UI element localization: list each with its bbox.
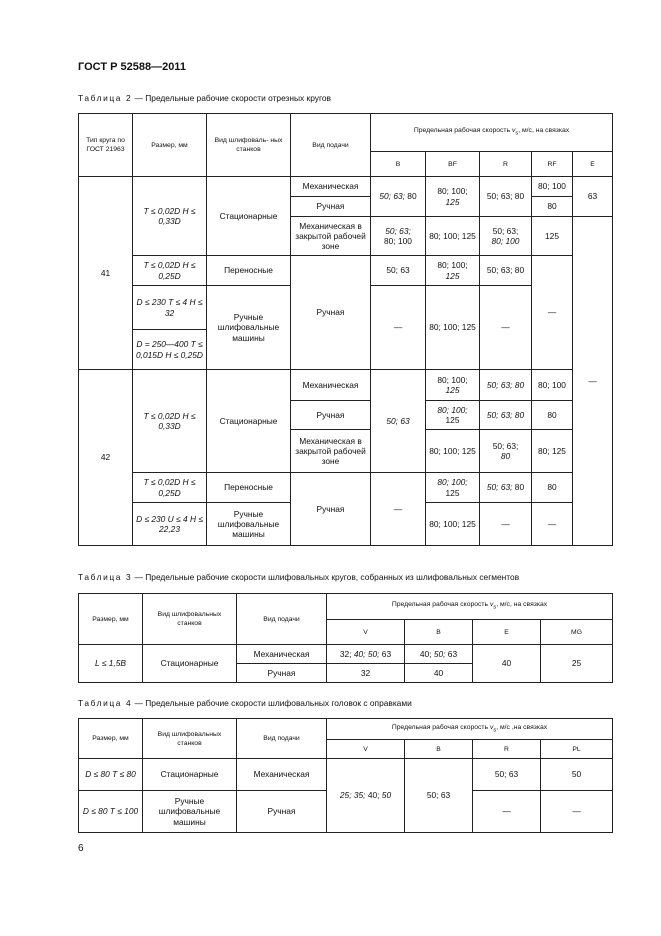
value-cell: 50; 63; 80 — [480, 370, 532, 401]
header-bond-pl: PL — [541, 740, 613, 759]
value-cell — [426, 370, 480, 401]
header-wheel-type: Тип круга по ГОСТ 21963 — [79, 114, 133, 177]
value-cell — [327, 759, 405, 833]
value-cell: 80; 100 — [532, 370, 573, 401]
value-cell — [426, 473, 480, 503]
type-42-cell: 42 — [79, 370, 133, 546]
value-part: 40; 50; — [353, 648, 380, 659]
value-cell: — — [480, 286, 532, 370]
table4-caption — [78, 698, 412, 708]
feed-cell: Механическая — [291, 370, 371, 401]
machine-cell: Стационарные — [143, 645, 237, 683]
header-speed-sub: s — [493, 727, 497, 734]
value-cell — [426, 177, 480, 217]
value-part: 50 — [381, 790, 392, 801]
feed-cell: Механическая в закрытой рабочей зоне — [291, 430, 371, 473]
value-cell — [480, 430, 532, 473]
header-max-speed — [371, 114, 613, 152]
header-bond-mg: MG — [541, 620, 613, 645]
size-cell: D ≤ 230 T ≤ 4 H ≤ 32 — [133, 286, 207, 330]
value-part: 80 — [404, 191, 417, 202]
size-cell: L ≤ 1,5B — [79, 645, 143, 683]
machine-cell: Стационарные — [207, 370, 291, 473]
value-cell — [371, 217, 426, 256]
header-speed-var: v — [511, 127, 516, 135]
header-machine-type: Вид шлифовальных станков — [143, 594, 237, 645]
table4-caption-text: — Предельные рабочие скорости шлифовальных головок с оправками — [132, 698, 412, 708]
value-cell — [405, 645, 473, 664]
header-speed-post: , м/с, на связках — [518, 127, 570, 135]
header-bond-b: B — [405, 740, 473, 759]
feed-cell: Ручная — [291, 256, 371, 370]
table3-caption — [78, 572, 519, 582]
header-speed-post: , м/с, на связках — [496, 601, 548, 609]
feed-cell: Ручная — [291, 401, 371, 430]
value-cell: 50; 63 — [405, 759, 473, 833]
value-part: 63 — [445, 648, 458, 659]
value-line: 80 — [500, 451, 511, 461]
size-cell: T ≤ 0,02D H ≤ 0,25D — [133, 256, 207, 286]
value-cell: — — [532, 503, 573, 546]
table2 — [78, 113, 613, 546]
document-header: ГОСТ Р 52588—2011 — [78, 61, 186, 73]
header-speed-var: v — [489, 723, 494, 731]
value-cell: 80; 100; 125 — [426, 503, 480, 546]
value-cell: 80; 100; 125 — [426, 430, 480, 473]
size-cell: T ≤ 0,02D H ≤ 0,33D — [133, 370, 207, 473]
value-cell: 40 — [473, 645, 541, 683]
value-cell: 125 — [532, 217, 573, 256]
table2-caption — [78, 93, 331, 103]
size-cell: D ≤ 80 T ≤ 80 — [79, 759, 143, 791]
value-cell: 50; 63; 80 — [480, 177, 532, 217]
machine-cell: Стационарные — [143, 759, 237, 791]
header-speed-sub: s — [515, 130, 519, 137]
header-bond-r: R — [480, 152, 532, 177]
header-bond-b: B — [371, 152, 426, 177]
feed-cell: Механическая — [237, 759, 327, 791]
machine-cell: Ручные шлифовальные машины — [207, 286, 291, 370]
value-line: 80; 100; — [437, 260, 468, 271]
machine-cell: Стационарные — [207, 177, 291, 256]
page-number: 6 — [78, 843, 84, 854]
value-line: 80; 100; — [437, 186, 468, 197]
value-cell: 50; 63 — [371, 370, 426, 473]
feed-cell: Механическая — [291, 177, 371, 197]
header-max-speed — [327, 594, 613, 620]
table2-caption-text: — Предельные рабочие скорости отрезных кругов — [132, 93, 331, 103]
header-bond-r: R — [473, 740, 541, 759]
value-cell: — — [480, 503, 532, 546]
value-part: 40; — [419, 648, 434, 659]
table3-caption-label: Таблица 3 — [78, 572, 133, 582]
value-cell: 32 — [327, 664, 405, 683]
table2-caption-label: Таблица 2 — [78, 93, 133, 103]
value-cell: 50; 63 — [371, 256, 426, 286]
value-cell: 80 — [532, 401, 573, 430]
size-cell: T ≤ 0,02D H ≤ 0,25D — [133, 473, 207, 503]
value-part: 50; — [433, 648, 446, 659]
value-cell: 50; 63; 80 — [480, 401, 532, 430]
table4-caption-label: Таблица 4 — [78, 698, 133, 708]
value-line: 80; 100; — [437, 477, 468, 488]
header-bond-e: E — [473, 620, 541, 645]
value-line: 80; 100; — [437, 374, 468, 385]
header-bond-v: V — [327, 740, 405, 759]
machine-cell: Переносные — [207, 473, 291, 503]
value-cell: — — [371, 473, 426, 546]
size-cell: D = 250—400 T ≤ 0,015D H ≤ 0,25D — [133, 330, 207, 370]
value-cell — [426, 256, 480, 286]
value-cell — [327, 645, 405, 664]
size-cell: D ≤ 80 T ≤ 100 — [79, 791, 143, 833]
type-41-cell: 41 — [79, 177, 133, 370]
value-cell: 25 — [541, 645, 613, 683]
table3 — [78, 593, 613, 683]
value-cell: 80; 100; 125 — [426, 217, 480, 256]
value-line: 125 — [445, 487, 460, 498]
value-line: 125 — [445, 270, 460, 281]
header-speed-var: v — [489, 601, 494, 609]
header-speed-sub: s — [493, 604, 497, 611]
feed-cell: Ручная — [237, 664, 327, 683]
value-part: 50; 63; — [486, 482, 513, 493]
header-bond-v: V — [327, 620, 405, 645]
value-cell — [371, 177, 426, 217]
machine-cell: Переносные — [207, 256, 291, 286]
header-size: Размер, мм — [79, 594, 143, 645]
value-line: 125 — [445, 196, 460, 207]
value-line: 125 — [445, 415, 460, 425]
feed-cell: Механическая в закрытой рабочей зоне — [291, 217, 371, 256]
table4 — [78, 718, 613, 833]
header-speed-pre: Предельная рабочая скорость — [391, 601, 490, 609]
header-speed-pre: Предельная рабочая скорость — [391, 723, 490, 731]
value-cell: — — [371, 286, 426, 370]
value-cell: 80 — [532, 473, 573, 503]
feed-cell: Ручная — [291, 473, 371, 546]
value-part: 50; 63; — [379, 191, 405, 202]
value-cell: — — [541, 791, 613, 833]
header-machine-type: Вид шлифовальных станков — [143, 719, 237, 759]
value-cell: — — [532, 256, 573, 370]
value-cell: 50; 63; 80 — [480, 256, 532, 286]
header-bond-bf: BF — [426, 152, 480, 177]
value-cell: 50 — [541, 759, 613, 791]
header-bond-rf: RF — [532, 152, 573, 177]
value-line: 50; 63; — [492, 225, 519, 236]
header-speed-pre: Предельная рабочая скорость — [413, 127, 512, 135]
size-cell: T ≤ 0,02D H ≤ 0,33D — [133, 177, 207, 256]
value-part: 25; 35; — [339, 790, 366, 801]
feed-cell: Механическая — [237, 645, 327, 664]
value-line: 80; 100; — [437, 404, 468, 415]
value-line: 50; 63; — [385, 225, 411, 236]
value-cell: 50; 63 — [473, 759, 541, 791]
header-size: Размер, мм — [133, 114, 207, 177]
header-feed-type: Вид подачи — [237, 719, 327, 759]
value-part: 32; — [339, 648, 354, 659]
value-cell: — — [473, 791, 541, 833]
value-cell — [480, 473, 532, 503]
size-cell: D ≤ 230 U ≤ 4 H ≤ 22,23 — [133, 503, 207, 546]
value-part: 80 — [512, 482, 525, 493]
header-max-speed — [327, 719, 613, 740]
feed-cell: Ручная — [291, 197, 371, 217]
value-part: 40; — [365, 790, 382, 801]
value-line: 80; 100 — [384, 236, 412, 246]
value-line: 50; 63; — [492, 440, 519, 451]
machine-cell: Ручные шлифовальные машины — [207, 503, 291, 546]
value-cell: 80; 100 — [532, 177, 573, 197]
table3-caption-text: — Предельные рабочие скорости шлифовальных кругов, собранных из шлифовальных сегментов — [132, 572, 520, 582]
value-cell: 80; 125 — [532, 430, 573, 473]
value-line: 125 — [445, 385, 460, 395]
value-part: 63 — [379, 648, 392, 659]
value-cell: 63 — [573, 177, 613, 217]
header-size: Размер, мм — [79, 719, 143, 759]
value-line: 80; 100 — [491, 236, 520, 246]
value-cell — [480, 217, 532, 256]
header-speed-post: , м/с ,на связках — [496, 723, 548, 731]
value-cell: 40 — [405, 664, 473, 683]
header-machine-type: Вид шлифоваль- ных станков — [207, 114, 291, 177]
header-bond-e: E — [573, 152, 613, 177]
header-bond-b: B — [405, 620, 473, 645]
header-feed-type: Вид подачи — [291, 114, 371, 177]
value-cell: 80 — [532, 197, 573, 217]
machine-cell: Ручные шлифовальные машины — [143, 791, 237, 833]
value-cell — [426, 401, 480, 430]
header-feed-type: Вид подачи — [237, 594, 327, 645]
feed-cell: Ручная — [237, 791, 327, 833]
value-cell: — — [573, 217, 613, 546]
value-cell: 80; 100; 125 — [426, 286, 480, 370]
